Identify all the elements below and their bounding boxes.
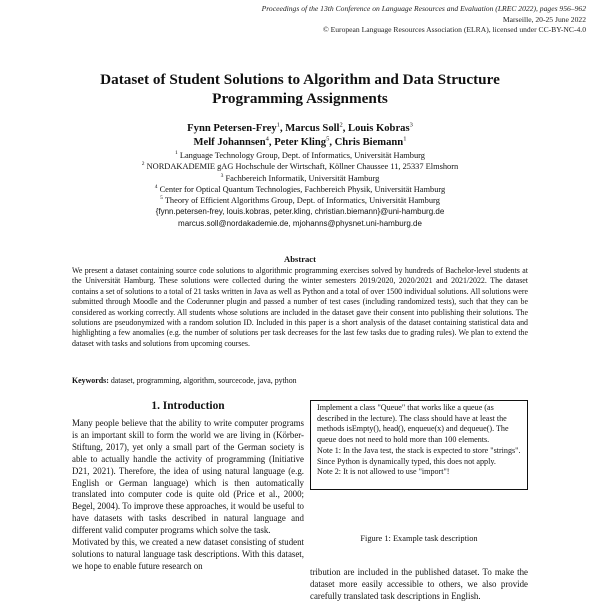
author-affil-mark: 5 (326, 134, 330, 142)
abstract-heading: Abstract (284, 254, 316, 264)
author-list: Fynn Petersen-Frey$^1$, Marcus Soll$^2$, Louis Kobras$^3$ Melf Johannsen$^4$, Peter Kling$^5$, Chris Biemann$^1$ (187, 121, 413, 148)
title-line-1: Dataset of Student Solutions to Algorithm and Data Structure (100, 71, 500, 88)
intro-paragraph-2: Motivated by this, we created a new dataset consisting of student solutions to natural language task descriptions. With this dataset, we hope to enable future research on (72, 537, 304, 571)
header-line-3: © European Language Resources Association (ELRA), licensed under CC-BY-NC-4.0 (322, 25, 586, 34)
keywords-text: dataset, programming, algorithm, sourcecode, java, python (110, 376, 297, 385)
author-name: Louis Kobras (348, 123, 410, 134)
intro-paragraph-1: Many people believe that the ability to write computer programs is an important skill to form the world we are living in (Körber-Stiftung, 2017), yet only a small part of the German society is able to actually handle the activity of programming (Initiative D21, 2021). Therefore, the idea of using natural language (e.g. English or German language) which is then automatically translated into computer code is quite old (Price et al., 2000; Begel, 2004). To improve these approaches, it would be useful to have datasets with tasks described in natural language and different valid computer programs which solve the task. (72, 418, 304, 536)
figure-caption: Figure 1: Example task description (360, 534, 478, 543)
author-affil-mark: 2 (339, 121, 343, 129)
header-line-2: Marseille, 20-25 June 2022 (502, 14, 586, 24)
affiliation-line: $^4$ Center for Optical Quantum Technologies, Fachbereich Physik, Universität Hamburg (154, 184, 446, 194)
author-affil-mark: 4 (265, 134, 269, 142)
right-column-text: tribution are included in the published dataset. To make the dataset more easily accessible to others, we also provide carefully translated task descriptions in English. (310, 567, 528, 601)
task-description: Implement a class "Queue" that works like a queue (as described in the lecture). The class should have at least the methods isEmpty(), head(), enqueue(x) and dequeue(). The queue does not need to hold more than 100 elements. (317, 403, 509, 445)
affiliation-list (40, 150, 560, 229)
author-affil-mark: 1 (403, 134, 407, 142)
paper-title (40, 70, 560, 108)
keywords (72, 376, 528, 386)
task-note-1: Note 1: In the Java test, the stack is expected to store "strings". Since Python is dynamically typed, this does not apply. (317, 445, 521, 466)
author-affil-mark: 3 (409, 121, 413, 129)
task-note-2: Note 2: It is not allowed to use "import"! (317, 467, 450, 477)
introduction-body (72, 418, 304, 573)
abstract-text: We present a dataset containing source code solutions to algorithmic programming exercises solved by hundreds of Bachelor-level students at the Universität Hamburg. These solutions were collected during the winter semesters 2019/2020, 2020/2021 and 2021/2022. The dataset contains a set of solutions to a total of 21 tasks written in Java as well as Python and a total of over 1500 individual solutions. All solutions were submitted through Moodle and the Coderunner plugin and passed a number of test cases (including randomized tests), such that they can be considered as working correctly. All students whose solutions are included in the dataset gave their consent into publishing their solutions. The solutions are pseudonymized with a random solution ID. Included in this paper is a short analysis of the dataset containing statistical data and highlighting a few anomalies (e.g. the number of solutions per task decreases for the last few tasks due to grading rules). We plan to extend the dataset with tasks and solutions from upcoming courses. (72, 266, 528, 348)
email-line-2: marcus.soll@nordakademie.de, mjohanns@physnet.uni-hamburg.de (178, 218, 422, 228)
affiliation-line: $^5$ Theory of Efficient Algorithms Group, Dept. of Informatics, Universität Hamburg (160, 195, 440, 206)
keywords-label: Keywords: (72, 376, 109, 385)
affiliation-line: $^2$ NORDAKADEMIE gAG Hochschule der Wirtschaft, Köllner Chaussee 11, 25337 Elmshorn (141, 161, 459, 172)
author-name: Chris Biemann (334, 136, 404, 148)
affiliation-line: $^1$ Language Technology Group, Dept. of Informatics, Universität Hamburg (174, 150, 425, 160)
email-line-1: {fynn.petersen-frey, louis.kobras, peter.kling, christian.biemann}@uni-hamburg.de (155, 207, 445, 217)
author-affil-mark: 1 (276, 121, 280, 129)
header-line-1: Proceedings of the 13th Conference on Language Resources and Evaluation (LREC 2022), pages 956–962 (261, 4, 586, 13)
author-name: Melf Johannsen (193, 136, 266, 148)
author-name: Fynn Petersen-Frey (187, 123, 277, 134)
affiliation-line: $^3$ Fachbereich Informatik, Universität Hamburg (220, 172, 380, 183)
proceedings-header (166, 4, 586, 36)
title-line-2: Programming Assignments (212, 90, 388, 107)
example-task-box (310, 400, 528, 490)
author-name: Peter Kling (274, 136, 327, 148)
section-heading-introduction: 1. Introduction (151, 400, 225, 412)
author-name: Marcus Soll (285, 123, 340, 134)
